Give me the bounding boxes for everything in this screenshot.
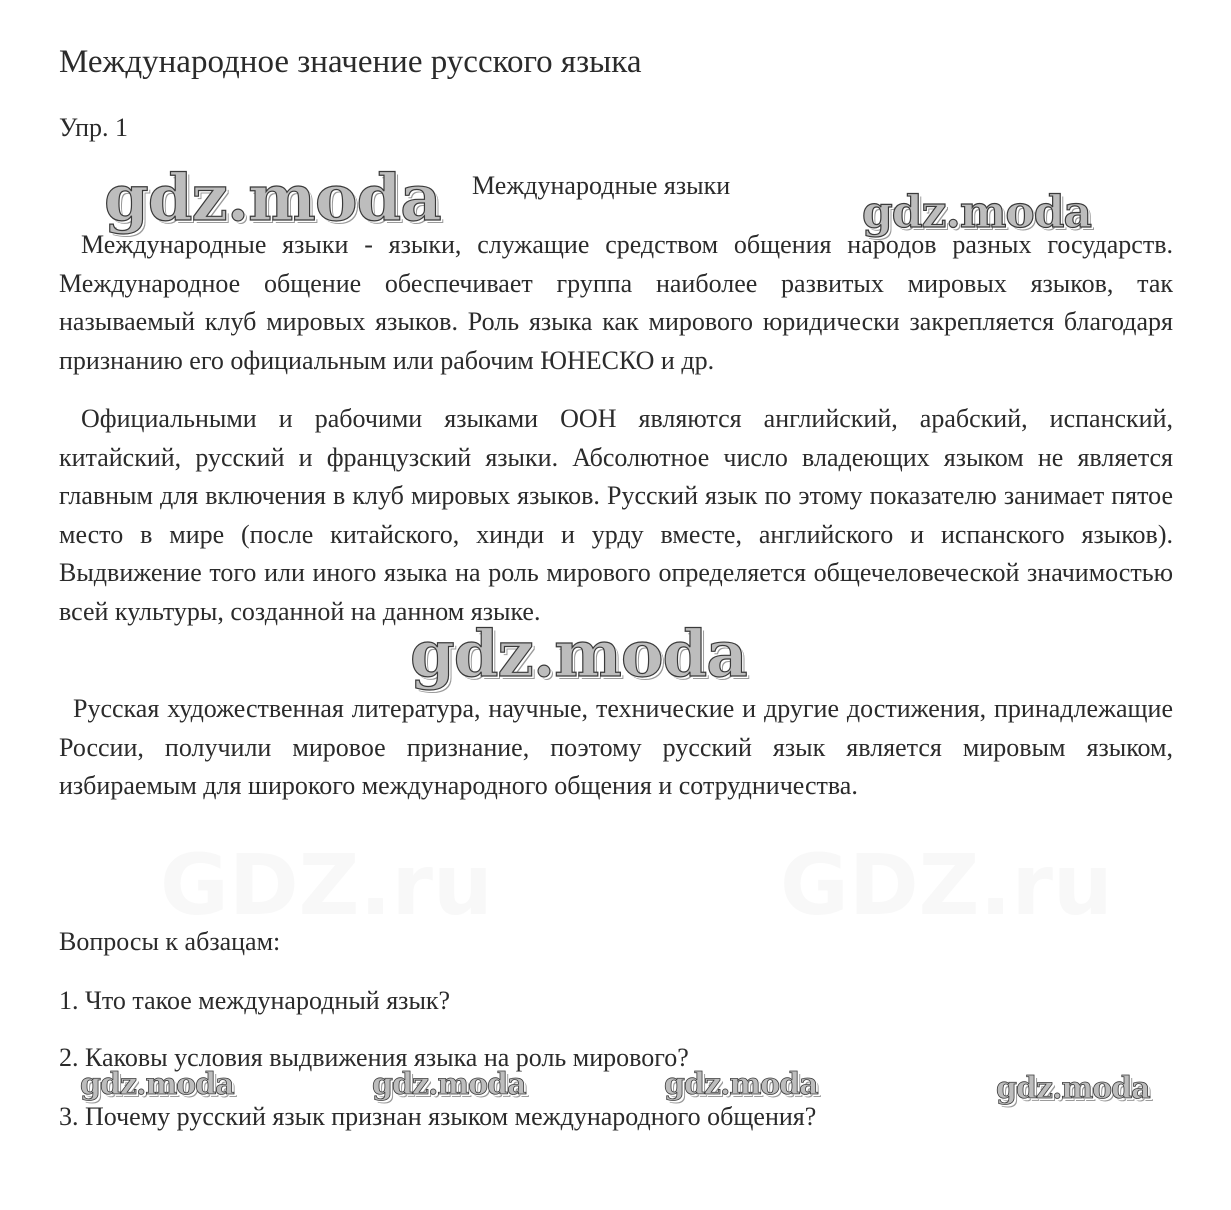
questions-heading: Вопросы к абзацам: <box>59 927 281 956</box>
watermark: gdz.moda <box>664 1067 818 1102</box>
paragraph-1: Международные языки - языки, служащие средством общения народов разных государств. Международное общение обеспечивает группа наиболее развитых мировых языков, так называемый клуб мировых языков. Роль языка как мирового юридически закрепляется благодаря признанию его официальным или рабочим ЮНЕСКО и др. <box>59 230 1173 375</box>
paragraph-3: Русская художественная литература, научные, технические и другие достижения, принадлежащие России, получили мировое признание, поэтому русский язык является мировым языком, избираемым для широкого международного общения и сотрудничества. <box>59 694 1173 800</box>
watermark: gdz.moda <box>80 1067 234 1102</box>
watermark: gdz.moda <box>372 1067 526 1102</box>
faint-watermark: GDZ.ru <box>160 836 493 934</box>
faint-watermark: GDZ.ru <box>780 836 1113 934</box>
question-item: 3. Почему русский язык признан языком международного общения? <box>59 1102 817 1131</box>
question-item: 1. Что такое международный язык? <box>59 986 451 1015</box>
question-item: 2. Каковы условия выдвижения языка на роль мирового? <box>59 1043 689 1072</box>
watermark: gdz.moda <box>862 187 1092 238</box>
watermark: gdz.moda <box>996 1071 1150 1106</box>
page-title: Международное значение русского языка <box>59 44 642 80</box>
watermark: gdz.moda <box>410 617 747 692</box>
paragraph-2: Официальными и рабочими языками ООН являются английский, арабский, испанский, китайский, русский и французский языки. Абсолютное число владеющих языком не является главным для включения в клуб мировых языков. Русский язык по этому показателю занимает пятое место в мире (после китайского, хинди и урду вместе, английского и испанского языков). Выдвижение того или иного языка на роль мирового определяется общечеловеческой значимостью всей культуры, созданной на данном языке. <box>59 404 1173 626</box>
watermark: gdz.moda <box>104 161 441 236</box>
section-subheading: Международные языки <box>472 171 731 200</box>
exercise-label: Упр. 1 <box>59 113 129 142</box>
